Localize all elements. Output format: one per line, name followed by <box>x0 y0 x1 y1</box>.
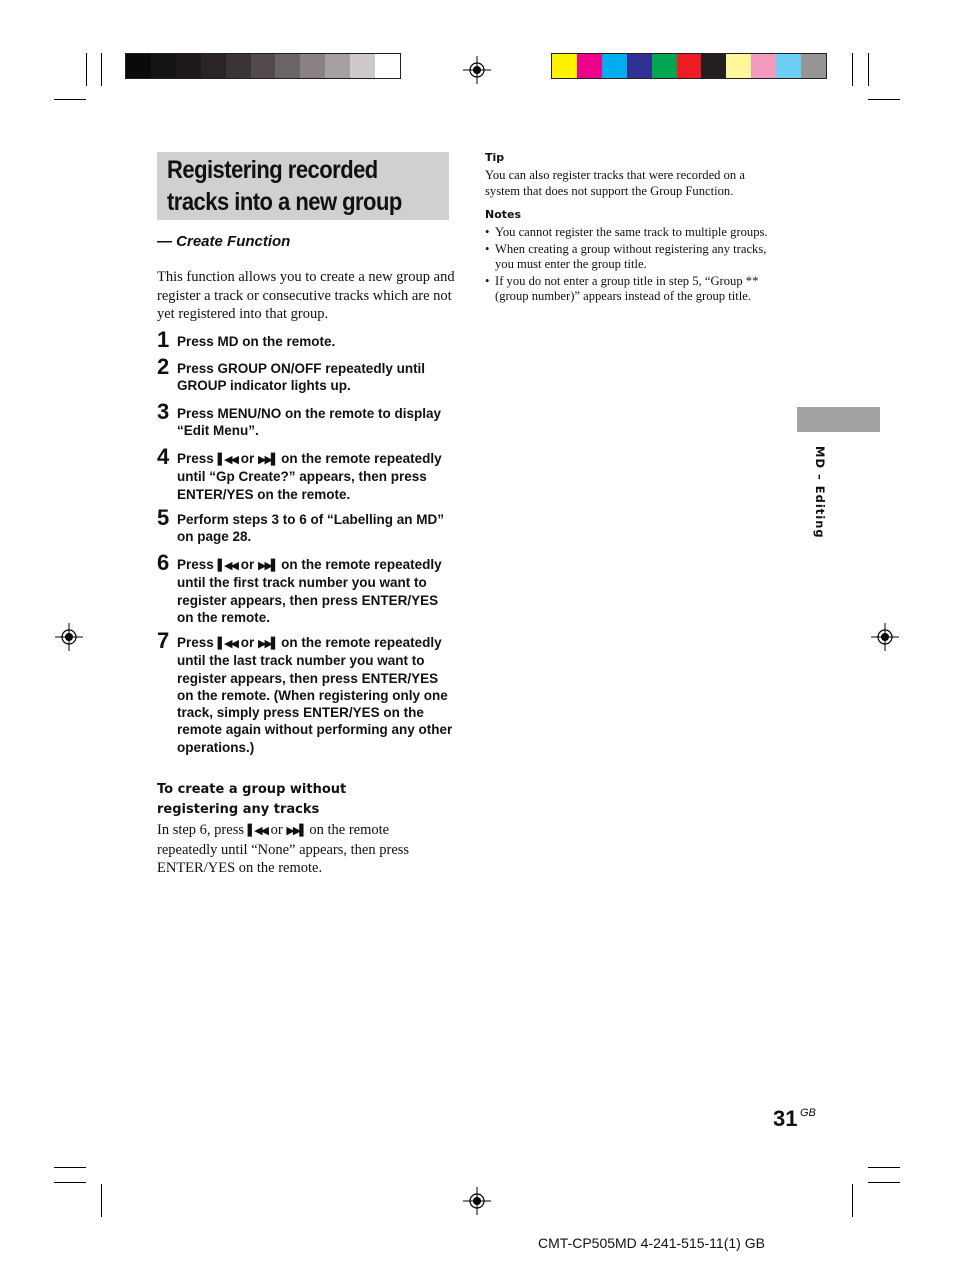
grayscale-calibration-bar <box>125 53 401 79</box>
notes-list <box>485 225 780 306</box>
step-text-pre: Press <box>177 635 214 650</box>
page-subtitle: — Create Function <box>157 233 291 250</box>
section-label: MD – Editing <box>813 446 827 539</box>
step-text-pre: Press <box>177 451 214 466</box>
crop-mark <box>101 1184 102 1217</box>
next-track-icon: ▶▶▌ <box>257 453 278 466</box>
step-text <box>177 634 457 756</box>
crop-mark <box>868 99 900 100</box>
prev-track-icon: ▌◀◀ <box>247 824 268 837</box>
step-text-mid: or <box>240 451 255 466</box>
color-swatch <box>652 54 677 78</box>
color-swatch <box>251 54 276 78</box>
page-title-line1: Registering recorded <box>167 156 378 184</box>
step-text-pre: Press <box>177 557 214 572</box>
step-number: 7 <box>157 628 170 653</box>
color-swatch <box>201 54 226 78</box>
step-text <box>177 556 457 626</box>
step-text-mid: or <box>240 557 255 572</box>
subsection-text-mid: or <box>270 822 283 838</box>
color-swatch <box>776 54 801 78</box>
prev-track-icon: ▌◀◀ <box>217 559 237 572</box>
color-swatch <box>751 54 776 78</box>
color-swatch <box>801 54 826 78</box>
section-tab <box>797 407 880 432</box>
registration-mark-icon <box>871 623 899 651</box>
step-text: Press MD on the remote. <box>177 334 336 349</box>
color-swatch <box>151 54 176 78</box>
step-text-post: on the remote repeatedly until “Gp Create?” appears, then press ENTER/YES on the remote. <box>177 451 442 502</box>
next-track-icon: ▶▶▌ <box>257 559 278 572</box>
crop-mark <box>852 1184 853 1217</box>
color-swatch <box>577 54 602 78</box>
tip-body: You can also register tracks that were recorded on a system that does not support the Group Function. <box>485 168 745 198</box>
page-number-suffix: GB <box>800 1107 816 1119</box>
crop-mark <box>868 1182 900 1183</box>
crop-mark <box>54 1167 86 1168</box>
color-swatch <box>350 54 375 78</box>
color-swatch <box>375 54 400 78</box>
color-swatch <box>275 54 300 78</box>
subsection-text-pre: In step 6, press <box>157 822 244 838</box>
color-calibration-bar <box>551 53 827 79</box>
color-swatch <box>176 54 201 78</box>
registration-mark-icon <box>463 1187 491 1215</box>
crop-mark <box>101 53 102 86</box>
notes-heading: Notes <box>485 208 522 221</box>
step-text: Perform steps 3 to 6 of “Labelling an MD” on page 28. <box>177 512 445 545</box>
subsection-heading: To create a group without registering any tracks <box>157 782 347 817</box>
color-swatch <box>300 54 325 78</box>
step-number: 2 <box>157 354 170 379</box>
color-swatch <box>552 54 577 78</box>
crop-mark <box>54 99 86 100</box>
crop-mark <box>868 53 869 86</box>
crop-mark <box>54 1182 86 1183</box>
step-number: 5 <box>157 505 170 530</box>
page-title <box>167 154 413 218</box>
step-number: 4 <box>157 444 170 469</box>
tip-heading: Tip <box>485 151 505 164</box>
note-item: • When creating a group without registering any tracks, you must enter the group title. <box>485 242 780 273</box>
prev-track-icon: ▌◀◀ <box>217 637 237 650</box>
step-number: 1 <box>157 327 170 352</box>
crop-mark <box>852 53 853 86</box>
color-swatch <box>726 54 751 78</box>
note-item: • You cannot register the same track to multiple groups. <box>485 225 780 241</box>
subsection-body <box>157 821 447 878</box>
step-text: Press GROUP ON/OFF repeatedly until GROUP indicator lights up. <box>177 361 426 394</box>
note-item: • If you do not enter a group title in step 5, “Group ** (group number)” appears instead of the group title. <box>485 274 780 305</box>
color-swatch <box>602 54 627 78</box>
color-swatch <box>677 54 702 78</box>
subsection-text-post: on the remote repeatedly until “None” appears, then press ENTER/YES on the remote. <box>157 822 410 876</box>
step-text-mid: or <box>240 635 255 650</box>
step-text <box>177 450 457 503</box>
prev-track-icon: ▌◀◀ <box>217 453 237 466</box>
color-swatch <box>701 54 726 78</box>
next-track-icon: ▶▶▌ <box>257 637 278 650</box>
color-swatch <box>627 54 652 78</box>
step-text-post: on the remote repeatedly until the last track number you want to register appears, then press ENTER/YES on the remote. (When registering only one track, simply press ENTER/YES on the remote again without performing any other operations.) <box>177 635 453 755</box>
crop-mark <box>868 1167 900 1168</box>
step-number: 6 <box>157 550 170 575</box>
step-text: Press MENU/NO on the remote to display “Edit Menu”. <box>177 406 442 439</box>
crop-mark <box>86 53 87 86</box>
page-title-line2: tracks into a new group <box>167 188 402 216</box>
next-track-icon: ▶▶▌ <box>286 824 306 837</box>
color-swatch <box>226 54 251 78</box>
registration-mark-icon <box>55 623 83 651</box>
intro-paragraph: This function allows you to create a new group and register a track or consecutive tracks which are not yet registered into that group. <box>157 269 455 322</box>
registration-mark-icon <box>463 56 491 84</box>
page-number: 31 <box>773 1106 798 1131</box>
step-number: 3 <box>157 399 170 424</box>
color-swatch <box>126 54 151 78</box>
color-swatch <box>325 54 350 78</box>
footer-model-code: CMT-CP505MD 4-241-515-11(1) GB <box>538 1235 765 1251</box>
step-text-post: on the remote repeatedly until the first track number you want to register appears, then press ENTER/YES on the remote. <box>177 557 442 625</box>
